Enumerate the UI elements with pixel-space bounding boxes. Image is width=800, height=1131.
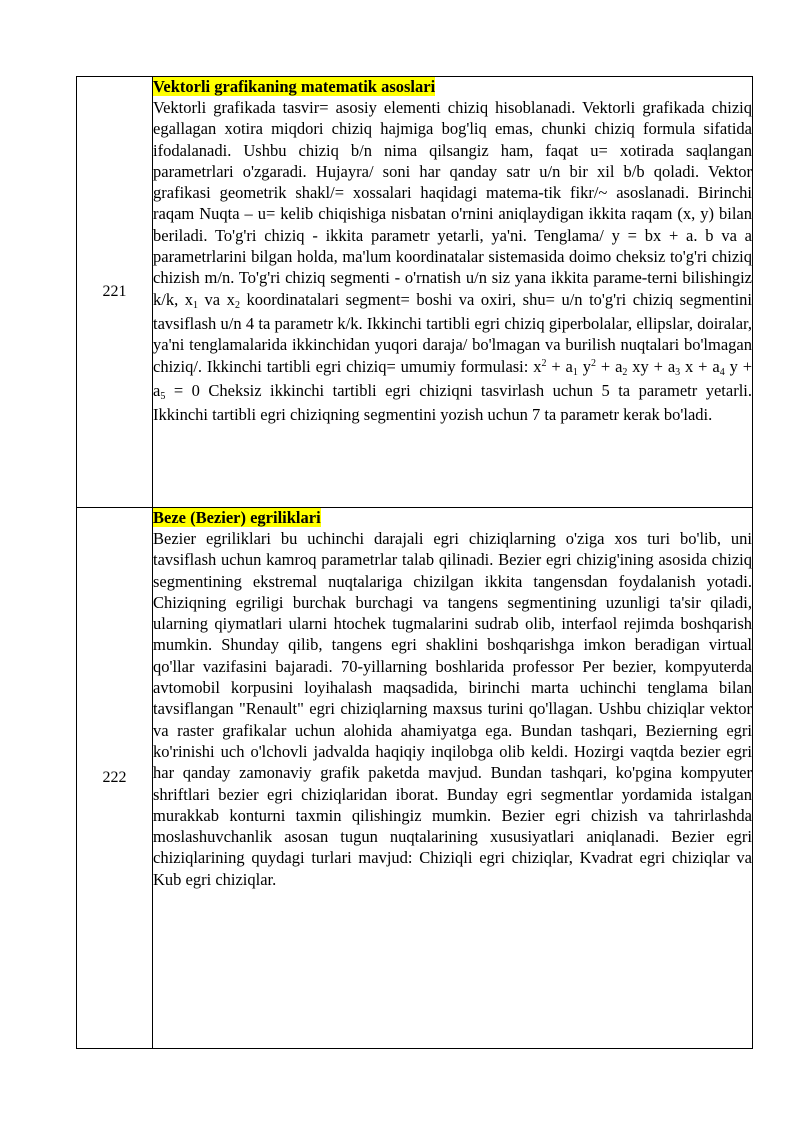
formula-text: x + a xyxy=(680,356,720,376)
row-content xyxy=(153,508,753,1049)
subscript: 1 xyxy=(193,299,199,311)
subscript: 3 xyxy=(675,366,681,378)
formula-text: y xyxy=(577,356,592,376)
paragraph-text: Cheksiz ikkinchi tartibli egri chiziqni tasvirlash uchun 5 ta parametr yetarli. Ikkinchi tartibli egri chiziqning segmentini yozish uchun 7 ta parametr kerak bo'ladi. xyxy=(153,380,753,425)
row-content xyxy=(153,77,753,508)
formula-text: xy + a xyxy=(627,356,676,376)
paragraph-text: va x xyxy=(198,289,235,309)
subscript: 1 xyxy=(572,366,578,378)
document-page xyxy=(76,76,753,1049)
section-title: Beze (Bezier) egriliklari xyxy=(153,508,321,527)
section-paragraph: Bezier egriliklari bu uchinchi darajali egri chiziqlarning o'ziga xos turi bo'lib, uni tavsiflash uchun kamroq parametrlar talab qilinadi. Bezier egri chizig'ining asosida chiziq segmentining ekstremal nuqtalariga chizilgan ikkita tangensdan foydalanish yotadi. Chiziqning egriligi burchak burchagi va tangens segmentining uzunligi ta'sir qiladi, ularning qiymatlari ularni htochek tugmalarini sudrab olib, interfaol rejimda boshqarish mumkin. Shunday qilib, tangens egri shaklini boshqarishga imkon beradigan virtual qo'llar vazifasini bajaradi. 70-yillarning boshlarida professor Per bezier, kompyuterda avtomobil korpusini loyihalash maqsadida, birinchi marta uchinchi tenglama bilan tavsiflangan "Renault" egri chiziqlarning maxsus turini qo'llagan. Ushbu chiziqlar vektor va raster grafikalar uchun alohida ahamiyatga ega. Bundan tashqari, Bezierning egri ko'rinishi uch o'lchovli jadvalda haqiqiy inqilobga olib keldi. Hozirgi vaqtda bezier egri har qanday zamonaviy grafik paketda mavjud. Bundan tashqari, ko'pgina kompyuter shriftlari bezier egri chiziqlaridan iborat. Bunday egri segmentlar yordamida istalgan murakkab konturni taxmin qilishingiz mumkin. Bezier egri chizish va tahrirlashda moslashuvchanlik asosan tugun nuqtalarining xususiyatlari aniqlanadi. Bezier egri chiziqlarining quydagi turlari mavjud: Chiziqli egri chiziqlar, Kvadrat egri chiziqlar va Kub egri chiziqlar. xyxy=(153,529,752,889)
formula-text: + a xyxy=(546,356,573,376)
formula-text: = 0 xyxy=(165,380,200,400)
row-number: 222 xyxy=(77,508,153,1049)
subscript: 4 xyxy=(719,366,725,378)
paragraph-text: Vektorli grafikada tasvir= asosiy elementi chiziq hisoblanadi. Vektorli grafikada chiziq egallagan xotira miqdori chiziq hajmiga bog'liq emas, chunki chiziq formula sifatida ifodalanadi. Ushbu chiziq b/n nima qilsangiz ham, faqat u= xotirada saqlangan parametrlari o'zgaradi. Hujayra/ soni har qanday satr u/n bir xil b/b qoladi. Vektor grafikasi geometrik shakl/= xossalari haqidagi matema-tik fikr/~ asoslanadi. Birinchi raqam Nuqta – u= kelib chiqishiga nisbatan o'rnini aniqlaydigan ikkita raqam (x, y) bilan beriladi. To'g'ri chiziq - ikkita parametr yetarli, ya'ni. Tenglama/ y = bx + a. b va a parametrlarini bilgan holda, ma'lum koordinatalar sistemasida doimo cheksiz to'g'ri chiziq chizish m/n. To'g'ri chiziq segmenti - o'rnatish u/n siz yana ikkita parame-terni bilishingiz k/k, x xyxy=(153,98,752,309)
superscript: 2 xyxy=(591,357,597,369)
subscript: 2 xyxy=(234,299,240,311)
section-title-line xyxy=(153,508,752,528)
table-row xyxy=(77,508,753,1049)
section-title-line xyxy=(153,77,752,97)
subscript: 5 xyxy=(160,390,166,402)
formula-text: + a xyxy=(596,356,623,376)
superscript: 2 xyxy=(541,357,547,369)
table-row xyxy=(77,77,753,508)
section-paragraph xyxy=(153,97,752,425)
subscript: 2 xyxy=(622,366,628,378)
paragraph-text: koordinatalari segment= boshi va oxiri, shu= u/n to'g'ri chiziq segmentini tavsiflash u/n 4 ta parametr k/k. Ikkinchi tartibli egri chiziq giperbolalar, ellipslar, doiralar, ya'ni tenglamalarida ikkinchidan yuqori daraja/ bo'lmagan va burilish nuqtalari bo'lmagan chiziq/. Ikkinchi tartibli egri chiziq= umumiy formulasi: x xyxy=(153,289,752,376)
row-number: 221 xyxy=(77,77,153,508)
content-table xyxy=(76,76,753,1049)
section-title: Vektorli grafikaning matematik asoslari xyxy=(153,77,436,96)
formula-text: y + a xyxy=(153,356,752,400)
